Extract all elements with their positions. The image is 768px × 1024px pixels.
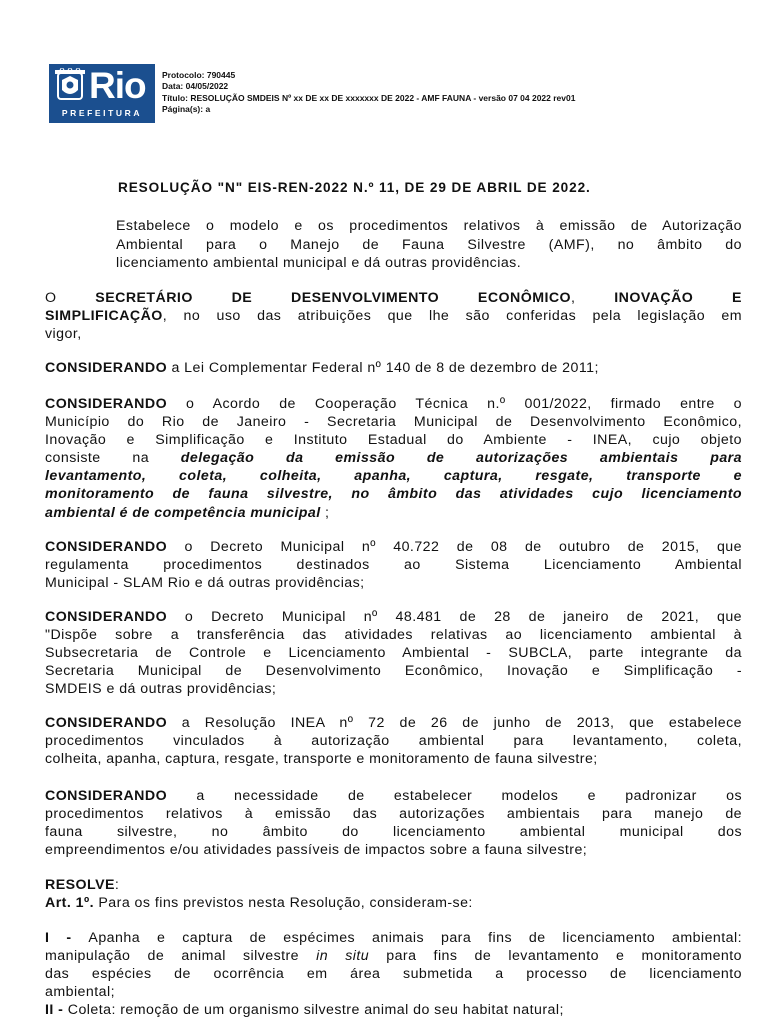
prefeitura-rio-logo bbox=[49, 64, 155, 123]
considerando-paragraph-4 bbox=[45, 608, 742, 698]
paragraph-line: das espécies de ocorrência em área submetida a processo de licenciamento bbox=[45, 966, 742, 983]
paragraph-line: CONSIDERANDO o Decreto Municipal nº 48.481 de 28 de janeiro de 2021, que bbox=[45, 609, 742, 625]
preamble-paragraph bbox=[45, 289, 742, 343]
paragraph-line: CONSIDERANDO o Acordo de Cooperação Técnica n.º 001/2022, firmado entre o bbox=[45, 396, 742, 412]
resolve-heading: RESOLVE: bbox=[45, 877, 120, 893]
considerando-paragraph-3 bbox=[45, 538, 742, 592]
preamble-line: O SECRETÁRIO DE DESENVOLVIMENTO ECONÔMICO, INOVAÇÃO E bbox=[45, 290, 742, 306]
paragraph-line: SMDEIS e dá outras providências; bbox=[45, 681, 277, 698]
considerando-paragraph-5 bbox=[45, 714, 742, 768]
paragraph-line: ambiental é de competência municipal ; bbox=[45, 504, 330, 521]
ementa-line: Estabelece o modelo e os procedimentos relativos à emissão de Autorização bbox=[116, 218, 742, 234]
considerando-paragraph-2 bbox=[45, 395, 742, 522]
considerando-paragraph-1 bbox=[45, 359, 742, 377]
paragraph-line: fauna silvestre, no âmbito do licenciamento ambiental municipal dos bbox=[45, 824, 742, 841]
considerando-paragraph-6 bbox=[45, 787, 742, 859]
paragraph-line: Subsecretaria de Controle e Licenciamento Ambiental - SUBCLA, parte integrante da bbox=[45, 645, 742, 662]
protocol-metadata bbox=[162, 70, 575, 115]
ementa-paragraph bbox=[116, 217, 742, 273]
paragraph-line: CONSIDERANDO a Lei Complementar Federal nº 140 de 8 de dezembro de 2011; bbox=[45, 360, 599, 376]
paragraph-line: Municipal - SLAM Rio e dá outras providências; bbox=[45, 575, 365, 592]
paragraph-line: procedimentos relativos à emissão das autorizações ambientais para manejo de bbox=[45, 806, 742, 823]
ementa-line: licenciamento ambiental municipal e dá outras providências. bbox=[116, 255, 522, 272]
paragraph-line: colheita, apanha, captura, resgate, transporte e monitoramento de fauna silvestre; bbox=[45, 751, 598, 768]
ementa-line: Ambiental para o Manejo de Fauna Silvestre (AMF), no âmbito do bbox=[116, 236, 742, 253]
paragraph-line: CONSIDERANDO a Resolução INEA nº 72 de 26 de junho de 2013, que estabelece bbox=[45, 715, 742, 731]
paragraph-line: consiste na delegação da emissão de autorizações ambientais para bbox=[45, 450, 742, 467]
inciso-2: II - Coleta: remoção de um organismo silvestre animal do seu habitat natural; bbox=[45, 1002, 564, 1019]
protocol-line: Protocolo: 790445 bbox=[162, 70, 236, 80]
preamble-line: SIMPLIFICAÇÃO, no uso das atribuições que lhe são conferidas pela legislação em bbox=[45, 308, 742, 325]
paragraph-line: Inovação e Simplificação e Instituto Estadual do Ambiente - INEA, cujo objeto bbox=[45, 432, 742, 449]
paragraph-line: Secretaria Municipal de Desenvolvimento Econômico, Inovação e Simplificação - bbox=[45, 663, 742, 680]
paragraph-line: procedimentos vinculados à autorização ambiental para levantamento, coleta, bbox=[45, 733, 742, 750]
resolution-title: RESOLUÇÃO "N" EIS-REN-2022 N.º 11, DE 29 DE ABRIL DE 2022. bbox=[118, 180, 591, 195]
resolve-block bbox=[45, 876, 742, 912]
paragraph-line: ambiental; bbox=[45, 984, 115, 1001]
paragraph-line: CONSIDERANDO o Decreto Municipal nº 40.722 de 08 de outubro de 2015, que bbox=[45, 539, 742, 555]
logo-prefeitura-text: PREFEITURA bbox=[61, 108, 143, 118]
logo-rio-text: Rio bbox=[89, 65, 146, 106]
paragraph-line: regulamenta procedimentos destinados ao Sistema Licenciamento Ambiental bbox=[45, 557, 742, 574]
paragraph-line: Município do Rio de Janeiro - Secretaria Municipal de Desenvolvimento Econômico, bbox=[45, 414, 742, 431]
date-line: Data: 04/05/2022 bbox=[162, 81, 229, 92]
paragraph-line: manipulação de animal silvestre in situ para fins de levantamento e monitoramento bbox=[45, 948, 742, 965]
inciso-1 bbox=[45, 929, 742, 1019]
article-1: Art. 1º. Para os fins previstos nesta Resolução, consideram-se: bbox=[45, 895, 473, 912]
paragraph-line: I - Apanha e captura de espécimes animais para fins de licenciamento ambiental: bbox=[45, 930, 742, 946]
preamble-line: vigor, bbox=[45, 326, 82, 343]
title-line: Título: RESOLUÇÃO SMDEIS Nº xx DE xx DE xxxxxxx DE 2022 - AMF FAUNA - versão 07 04 2022 rev01 bbox=[162, 92, 576, 103]
pages-line: Página(s): a bbox=[162, 103, 211, 114]
paragraph-line: "Dispõe sobre a transferência das atividades relativas ao licenciamento ambiental à bbox=[45, 627, 742, 644]
paragraph-line: monitoramento de fauna silvestre, no âmbito das atividades cujo licenciamento bbox=[45, 486, 742, 503]
coat-of-arms-icon bbox=[52, 68, 88, 104]
paragraph-line: empreendimentos e/ou atividades passíveis de impactos sobre a fauna silvestre; bbox=[45, 842, 588, 859]
paragraph-line: levantamento, coleta, colheita, apanha, captura, resgate, transporte e bbox=[45, 468, 742, 485]
paragraph-line: CONSIDERANDO a necessidade de estabelecer modelos e padronizar os bbox=[45, 788, 742, 804]
